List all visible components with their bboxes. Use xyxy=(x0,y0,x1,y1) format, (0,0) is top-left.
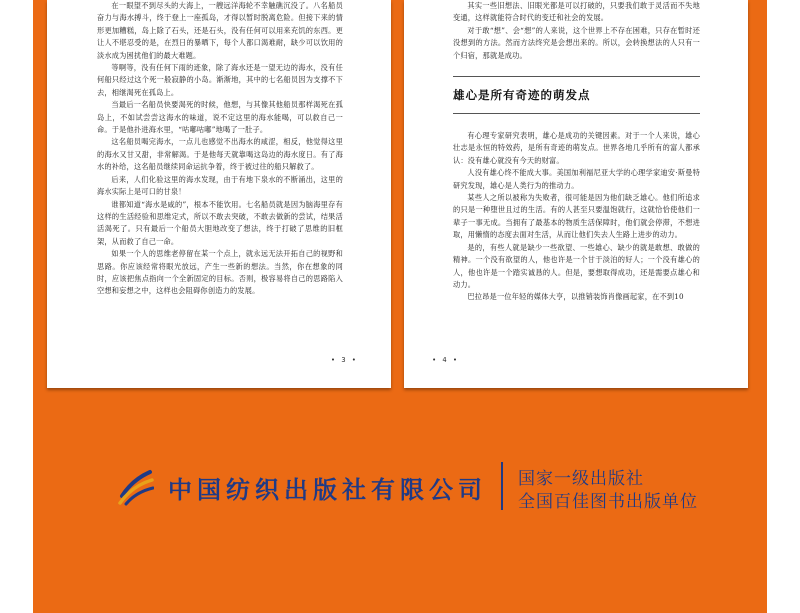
right-paragraph-1: 有心理专家研究表明，雄心是成功的关键因素。对于一个人来说，雄心壮志是永恒的特效药，是所有奇迹的萌发点。世界各地几乎所有的富人都承认：没有雄心就没有今天的财富。 xyxy=(453,131,700,165)
publisher-name: 中国纺织出版社有限公司 xyxy=(168,476,487,504)
section-title: 雄心是所有奇迹的萌发点 xyxy=(453,88,591,103)
right-paragraph-2: 人没有雄心终不能成大事。美国加利福尼亚大学的心理学家迪安·斯曼特研究发现，雄心是人类行为的推动力。 xyxy=(453,168,700,190)
publisher-tagline-2: 全国百佳图书出版单位 xyxy=(518,492,698,512)
publisher-banner xyxy=(118,462,718,512)
publisher-tagline-1: 国家一级出版社 xyxy=(518,469,644,489)
right-paragraph-5: 巴拉昂是一位年轻的媒体大亨，以推销装饰肖像画起家，在不到10 xyxy=(467,292,684,302)
right-paragraph-4: 是的，有些人就是缺少一些欲望、一些雄心、缺少的就是敢想、敢做的精神。一个没有欲望的人，他也许是一个甘于淡泊的好人；一个没有雄心的人，他也许是一个踏实诚恳的人。但是，要想取得成功，还是需要点雄心和动力。 xyxy=(453,242,700,289)
section-divider-top xyxy=(453,76,700,77)
right-top-paragraph-2: 对于敢“想”、会“想”的人来说，这个世界上不存在困难，只存在暂时还没想到的方法。然而方法终究是会想出来的。所以，会转换想法的人只有一个归宿，那就是成功。 xyxy=(453,25,700,60)
right-top-paragraph-1: 其实一些旧想法、旧眼光都是可以打破的，只要我们敢于灵活而不失地变通，这样就能符合时代的变迁和社会的发展。 xyxy=(453,1,700,23)
left-paragraph-1: 在一眼望不到尽头的大海上，一艘远洋海轮不幸触礁沉没了。八名船员奋力与海水搏斗，终于登上一座孤岛，才得以暂时脱离危险。但接下来的情形更加糟糕，岛上除了石头，还是石头，没有任何可以用来充饥的东西。更让人不堪忍受的是，在烈日的暴晒下，每个人都口渴难耐，缺少可以饮用的淡水成为困扰他们的最大难题。 xyxy=(97,1,343,60)
publisher-logo-icon xyxy=(118,466,154,506)
page-number-right: • 4 • xyxy=(432,356,459,364)
left-paragraph-3: 当最后一名船员快要渴死的时候，他想，与其像其他船员那样渴死在孤岛上，不如试尝尝这海水的味道，说不定这里的海水能喝，可以救自己一命。于是他扑进海水里，“咕嘟咕嘟”地喝了一肚子。 xyxy=(97,100,343,135)
book-page-left xyxy=(47,0,391,388)
left-paragraph-4: 这名船员喝完海水，一点儿也感觉不出海水的咸涩，相反，他觉得这里的海水又甘又甜，非常解渴。于是他每天就靠喝这岛边的海水度日。有了海水的补给，这名船员继续同命运抗争着，终于被过往的船只解救了。 xyxy=(97,137,343,172)
left-page-body xyxy=(97,0,343,298)
right-page-body xyxy=(453,0,700,304)
publisher-divider xyxy=(501,462,503,510)
book-page-right xyxy=(404,0,748,388)
left-paragraph-2: 等啊等，没有任何下雨的迹象，除了海水还是一望无边的海水，没有任何船只经过这个死一般寂静的小岛。渐渐地，其中的七名船员因为支撑不下去，相继渴死在孤岛上。 xyxy=(97,63,343,97)
page-number-left: • 3 • xyxy=(330,356,357,364)
right-paragraph-3: 某些人之所以被称为失败者，很可能是因为他们缺乏雄心。他们所追求的只是一种堕世且过的生活。有的人甚至只要温饱就行，这就恰恰使他们一辈子一事无成。当拥有了最基本的物质生活保障时，他们就会停滞，不想进取，用懒惰的态度去面对生活，从而让他们失去人生路上进步的动力。 xyxy=(453,193,700,240)
left-paragraph-7: 如果一个人的思维老停留在某一个点上，就永远无法开拓自己的视野和思路。你应该经常将眼光放远，产生一些新的想法。当然，你在想象的同时，应该把焦点指向一个全新固定的目标。否则，极容易将自己的思路陷入空想和妄想之中，这样也会阻碍你创造力的发展。 xyxy=(97,249,343,296)
section-divider-bottom xyxy=(453,113,700,114)
left-paragraph-5: 后来，人们化验这里的海水发现，由于有地下泉水的不断涌出，这里的海水实际上是可口的甘泉！ xyxy=(97,174,343,197)
left-paragraph-6: 谁都知道“海水是咸的”，根本不能饮用。七名船员就是因为脑海里存有这样的生活经验和思维定式，所以不敢去突破，不敢去做新的尝试，结果活活渴死了。只有最后一个船员大胆地改变了想法，终于打破了思维的旧框架，从而救了自己一命。 xyxy=(97,199,343,246)
